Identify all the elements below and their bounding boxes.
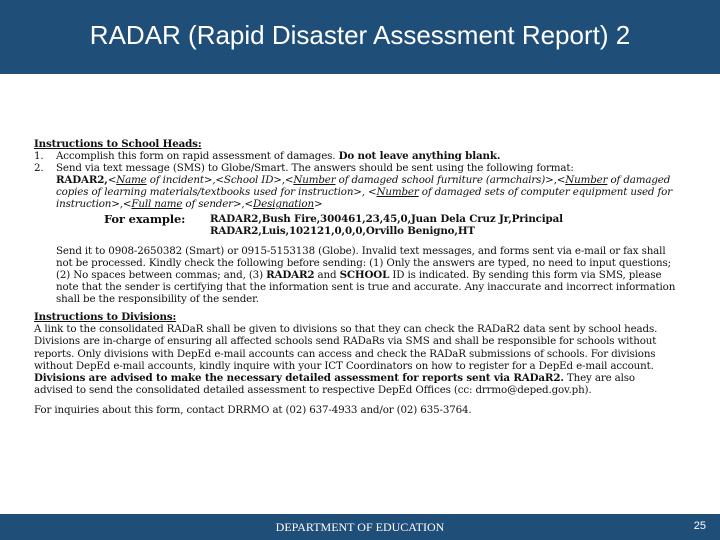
slide-title: RADAR (Rapid Disaster Assessment Report) 2 <box>89 20 631 50</box>
sms-format-line-1 <box>56 174 698 186</box>
school-heads-heading: Instructions to School Heads: <box>34 138 202 150</box>
divisions-line: Divisions are in-charge of ensuring all affected schools send RADaRs via SMS and shall be responsible for schools without <box>34 335 657 348</box>
send-line <box>56 269 698 281</box>
footer-text: DEPARTMENT OF EDUCATION <box>275 520 445 534</box>
divisions-line: advised to send the consolidated detailed assessment to respective DepEd Offices (cc: drrmo@deped.gov.ph). <box>34 383 592 396</box>
format-text: of sender>,< <box>182 198 254 211</box>
sms-format-line-2 <box>56 186 698 198</box>
item-number: 2. <box>34 162 44 175</box>
item-2-body <box>56 162 698 210</box>
page-number: 25 <box>693 520 706 532</box>
item-number: 1. <box>34 150 44 163</box>
format-field: Full name <box>131 198 183 211</box>
instruction-item-2 <box>34 162 698 210</box>
format-field: Name <box>116 174 147 187</box>
divisions-paragraph <box>34 323 698 396</box>
format-field: Number <box>293 174 336 187</box>
divisions-line <box>34 372 698 384</box>
example-label: For example: <box>104 211 186 226</box>
instruction-document <box>34 138 698 416</box>
inquiries-line: For inquiries about this form, contact DRRMO at (02) 637-4933 and/or (02) 635-3764. <box>34 403 472 416</box>
divisions-emphasis: Divisions are advised to make the necessary detailed assessment for reports sent via RADaR2. <box>34 371 564 384</box>
format-text: of damaged <box>607 174 671 187</box>
example-message-1: RADAR2,Bush Fire,300461,23,45,0,Juan Dela Cruz Jr,Principal <box>210 212 563 225</box>
instruction-item-1 <box>34 150 698 162</box>
send-text: (2) No spaces between commas; and, (3) <box>56 268 267 281</box>
send-line: Send it to 0908-2650382 (Smart) or 0915-5153138 (Globe). Invalid text messages, and forms sent via e-mail or fax shall <box>56 244 666 257</box>
format-text: < <box>107 174 117 187</box>
format-text: copies of learning materials/textbooks used for instruction>, < <box>56 186 377 199</box>
format-text: of damaged sets of computer equipment used for <box>418 186 672 199</box>
format-text: instruction>,< <box>56 198 132 211</box>
divisions-line: A link to the consolidated RADaR shall be given to divisions so that they can check the RADaR2 data sent by school heads. <box>34 323 658 336</box>
item-1-text: Accomplish this form on rapid assessment of damages. <box>56 150 336 163</box>
format-field: Designation <box>253 198 314 211</box>
send-text: and <box>314 268 340 281</box>
divisions-heading: Instructions to Divisions: <box>34 311 177 324</box>
divisions-text: They are also <box>563 371 635 384</box>
item-text <box>56 150 698 162</box>
send-instructions <box>56 245 698 305</box>
sms-format-line-3 <box>56 198 698 210</box>
format-prefix: RADAR2, <box>56 174 108 187</box>
example-block <box>104 213 698 237</box>
example-lines <box>210 213 698 237</box>
divisions-line: reports. Only divisions with DepEd e-mail accounts can access and check the RADaR submissions of schools. For divisions <box>34 347 656 360</box>
send-keyword: SCHOOL <box>339 268 390 281</box>
send-keyword: RADAR2 <box>266 268 315 281</box>
item-2-text: Send via text message (SMS) to Globe/Smart. The answers should be sent using the following format: <box>56 162 574 175</box>
send-line: not be processed. Kindly check the following before sending: (1) Only the answers are typed, no need to input questions; <box>56 256 671 269</box>
send-line: shall be the responsibility of the sender. <box>56 293 259 306</box>
send-text: ID is indicated. By sending this form via SMS, please <box>389 268 662 281</box>
format-text: > <box>313 198 323 211</box>
example-message-2: RADAR2,Luis,102121,0,0,0,Orvillo Benigno,HT <box>210 224 475 237</box>
format-field: Number <box>565 174 608 187</box>
format-text: of incident>,<School ID>,< <box>146 174 294 187</box>
divisions-line: without DepEd e-mail accounts, kindly inquire with your ICT Coordinators on how to register for a DepEd e-mail account. <box>34 359 654 372</box>
send-line: note that the sender is certifying that the information sent is true and accurate. Any inaccurate and incorrect information <box>56 281 676 294</box>
item-1-emphasis: Do not leave anything blank. <box>338 150 501 163</box>
format-text: of damaged school furniture (armchairs)>,< <box>335 174 566 187</box>
format-field: Number <box>376 186 419 199</box>
